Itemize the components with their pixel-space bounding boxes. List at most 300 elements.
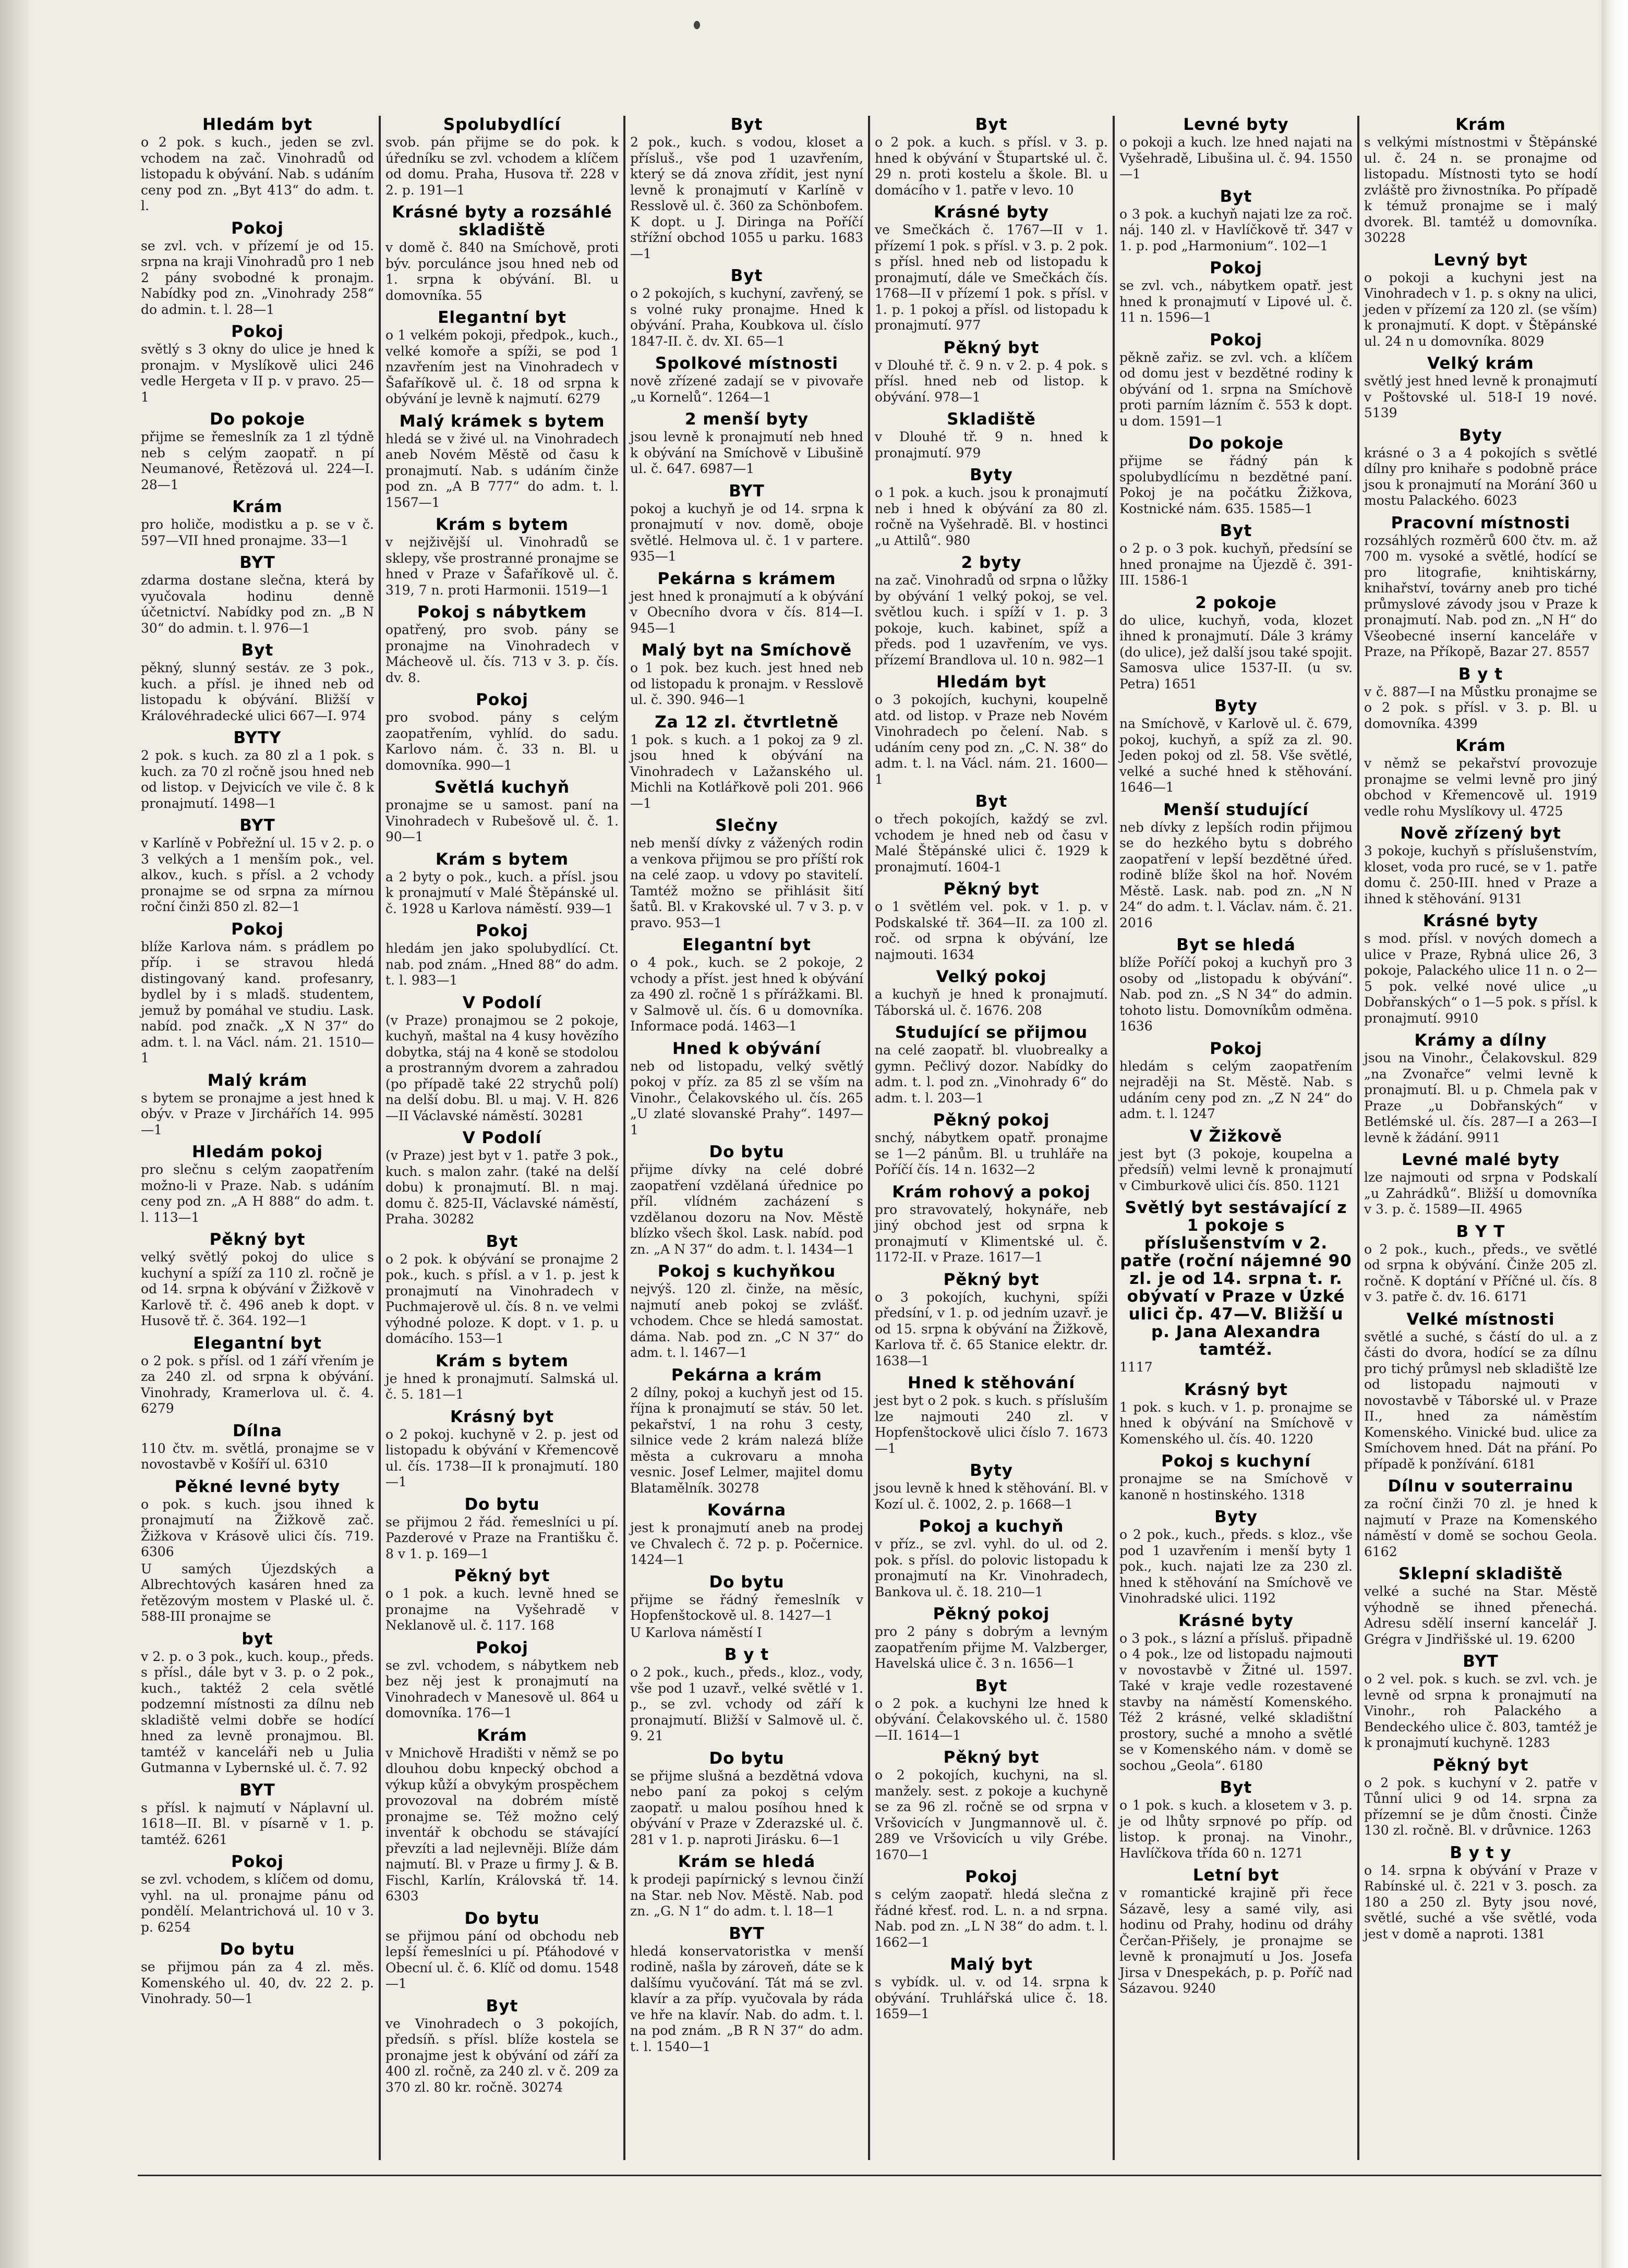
- ad-heading: BYT: [239, 1780, 275, 1800]
- classified-ad: [875, 1677, 1108, 1744]
- ad-heading: Letní byt: [1192, 1866, 1280, 1885]
- classified-ad: [1364, 1844, 1597, 1943]
- ad-text: 2 dílny, pokoj a kuchyň jest od 15. října k pronajmutí se stáv. 50 let. pekařství, 1 na rohu 3 cesty, silnice vede 2 krám nalezá blíže města a cukrovaru a mnoha vesnic. Josef Lelmer, majitel domu Blatamělník. 30278: [630, 1385, 863, 1496]
- classified-ad: [385, 1639, 619, 1721]
- ad-text: pronajme se na Smíchově v kanoně n hostinského. 1318: [1119, 1471, 1353, 1502]
- ad-heading: Do pokoje: [1188, 434, 1284, 453]
- classified-ad: [1364, 1756, 1597, 1839]
- ad-text: o 2 pok., kuch., předs. s kloz., vše pod 1 uzavřením i menší byty 1 pok., kuch. najati lze za 230 zl. hned k stěhování na Smíchově ve Vinohradské ulici. 1192: [1119, 1527, 1353, 1606]
- classified-ad: [875, 466, 1108, 549]
- classified-ad: [1364, 116, 1597, 246]
- ad-heading: Hledám byt: [202, 115, 312, 134]
- ad-text: se zvl. vchodem, s nábytkem neb bez něj jest k pronajmutí na Vinohradech v Manesově ul. 864 u domovníka. 176—1: [385, 1657, 619, 1720]
- ad-heading: Velký pokoj: [936, 967, 1047, 986]
- classified-ad: [630, 1573, 863, 1624]
- ad-heading: Menší studující: [1163, 800, 1309, 819]
- ad-text: v příz., se zvl. vyhl. do ul. od 2. pok. s přísl. do polovic listopadu k pronajmutí na Kr. Vinohradech, Bankova ul. č. 18. 210—1: [875, 1536, 1108, 1599]
- classified-ad: [1364, 737, 1597, 819]
- ad-text: jest k pronajmutí aneb na prodej ve Chvalech č. 72 p. p. Počernice. 1424—1: [630, 1520, 863, 1567]
- ad-text: neb menší dívky z vážených rodin a venkova přijmou se pro příští rok na celé zaop. u vdovy po stavitelí. Tamtéž možno se přihlásit šití šatů. Bl. v Krakovské ul. 7 v 3. p. v pravo. 953—1: [630, 835, 863, 930]
- ad-text: přijme se řemeslník za 1 zl týdně neb s celým zaopatř. n pí Neumanové, Řetězová ul. 224—I. 28—1: [141, 429, 374, 492]
- classified-ad: [141, 554, 374, 636]
- classified-ad: [141, 498, 374, 549]
- ad-heading: Krám: [477, 1726, 527, 1745]
- classified-ad: [141, 729, 374, 811]
- ad-text: blíže Poříčí pokoj a kuchyň pro 3 osoby od „listopadu k obývání“. Nab. pod zn. „S N 34“ do admin. tohoto listu. Domovníkům odměna. 1636: [1119, 955, 1353, 1034]
- classified-ad: [1119, 1381, 1353, 1448]
- ad-text: ve Vinohradech o 3 pokojích, předsíň. s přísl. blíže kostela se pronajme jest k obývání od září za 400 zl. ročně, za 240 zl. v č. 209 za 370 zl. 80 kr. ročně. 30274: [385, 2016, 619, 2095]
- classified-ad: [385, 1496, 619, 1562]
- classified-ad: [1119, 1508, 1353, 1607]
- ad-text: o pok. s kuch. jsou ihned k pronajmutí na Žižkově zač. Žižkova v Krásově ulici čís. 719. 6306: [141, 1496, 374, 1559]
- ad-text: o 2 pok. a kuchyni lze hned k obývání. Čelakovského ul. č. 1580—II. 1614—1: [875, 1695, 1108, 1743]
- classified-ad: [875, 116, 1108, 198]
- ad-text: nejvýš. 120 zl. činže, na měsíc, najmutí aneb pokoj se zvlášť. vchodem. Chce se hledá samostat. dáma. Nab. pod zn. „C N 37“ do adm. t. l. 1467—1: [630, 1281, 863, 1360]
- classified-ad: [1119, 259, 1353, 326]
- ad-text: pronajme se u samost. paní na Vinohradech v Rubešově ul. č. 1. 90—1: [385, 797, 619, 844]
- ad-heading: BYT: [1463, 1652, 1499, 1671]
- ad-heading: Do bytu: [709, 1143, 785, 1161]
- ad-column: [872, 111, 1111, 2170]
- ad-text: neb dívky z lepších rodin přijmou se do hezkého bytu s dobrého zaopatření v lepší bezdětné úřed. rodině blíže škol na hoř. Novém Městě. Lask. nab. pod zn. „N N 24“ do adm. t. l. Václav. nám. č. 21. 2016: [1119, 819, 1353, 930]
- classified-ad: [1119, 522, 1353, 589]
- ad-heading: Kovárna: [707, 1501, 787, 1520]
- ad-heading: 2 byty: [961, 553, 1022, 572]
- ad-heading: Pěkný byt: [943, 338, 1040, 357]
- ad-text: velký světlý pokoj do ulice s kuchyní a spíží za 110 zl. ročně je od 14. srpna k obývání v Žižkově v Karlově tř. č. 496 aneb k dopt. v Husově tř. č. 364. 192—1: [141, 1250, 374, 1328]
- classified-ad: [630, 1263, 863, 1361]
- ad-text: pro 2 pány s dobrým a levným zaopatřením přijme M. Valzberger, Havelská ulice č. 3 n. 1656—1: [875, 1624, 1108, 1671]
- ad-heading: Elegantní byt: [193, 1333, 322, 1353]
- ad-heading: BYT: [239, 816, 275, 835]
- classified-ad: [875, 968, 1108, 1018]
- ad-text: je hned k pronajmutí. Salmská ul. č. 5. 181—1: [385, 1370, 619, 1402]
- classified-ad: [630, 410, 863, 477]
- ad-text: se přijmou 2 řád. řemeslníci u pí. Pazderové v Praze na Františku č. 8 v 1. p. 169—1: [385, 1514, 619, 1561]
- classified-ad: [875, 410, 1108, 461]
- ad-text: opatřený, pro svob. pány se pronajme na Vinohradech v Mácheově ul. čís. 713 v 3. p. čís. dv. 8.: [385, 622, 619, 685]
- ad-heading: Elegantní byt: [682, 936, 811, 954]
- column-rule: [1357, 116, 1359, 2160]
- classified-ad: [875, 1518, 1108, 1600]
- ad-heading: Pěkný byt: [454, 1567, 550, 1585]
- ad-text: pro svobod. pány s celým zaopatřením, vyhlíd. do sadu. Karlovo nám. č. 33 n. Bl. u domovníka. 990—1: [385, 710, 619, 773]
- classified-ad: [875, 1749, 1108, 1863]
- ad-heading: B y t: [1458, 664, 1503, 684]
- ad-heading: Pokoj: [231, 219, 284, 238]
- ad-text: s velkými místnostmi v Štěpánské ul. č. 24 n. se pronajme od listopadu. Místnosti tyto se hodí zvláště pro živnostníka. Po případě k témuž pronajme se i malý dvorek. Bl. tamtéž u domovníka. 30228: [1364, 135, 1597, 245]
- ad-heading: B y t: [724, 1645, 769, 1664]
- classified-ad: [385, 1910, 619, 1992]
- ad-text: v Dlouhé tř. 9 n. hned k pronajmutí. 979: [875, 429, 1108, 460]
- classified-ad: [141, 1630, 374, 1776]
- ad-heading: Krám s bytem: [435, 850, 569, 869]
- classified-ad: [385, 994, 619, 1124]
- ad-text: se zvl. vchodem, s klíčem od domu, vyhl. na ul. pronajme pánu od pondělí. Melantrichová ul. 10 v 3. p. 6254: [141, 1872, 374, 1935]
- ad-text: o 3 pok., s lázní a přísluš. připadně o 4 pok., lze od listopadu najmouti v novostavbě v Žitné ul. 1597. Také v kraje vedle rozestavené stavby na náměstí Komenského. Též 2 krásné, velké skladištní prostory, suché a mnoho a světlé se v Komenského nám. v domě se sochou „Geola“. 6180: [1119, 1630, 1353, 1773]
- ad-heading: Pokoj: [476, 1638, 528, 1657]
- ad-text: 110 čtv. m. světlá, pronajme se v novostavbě v Košíří ul. 6310: [141, 1440, 374, 1472]
- classified-ad: [1119, 936, 1353, 1035]
- ad-text: s celým zaopatř. hledá slečna z řádné křesť. rod. L. n. a nd srpna. Nab. pod zn. „L N 38“ do adm. t. l. 1662—1: [875, 1887, 1108, 1950]
- classified-ad: [630, 641, 863, 708]
- ad-heading: Krám s bytem: [435, 1351, 569, 1370]
- ad-heading: Hledám byt: [936, 673, 1046, 692]
- ad-text: o 1 pok. bez kuch. jest hned neb od listopadu k pronajm. v Resslově ul. č. 390. 946—1: [630, 660, 863, 707]
- column-rule: [1113, 116, 1115, 2160]
- classified-ad: [630, 1853, 863, 1920]
- ad-text: pro slečnu s celým zaopatřením možno-li v Praze. Nab. s udáním ceny pod zn. „A H 888“ do adm. t. l. 113—1: [141, 1162, 374, 1225]
- ad-text: o 2 pok., kuch., předs., kloz., vody, vše pod 1 uzavř., velké světlé v 1. p., se zvl. vchody od září k pronajmutí. Bližší v Salmově ul. č. 9. 21: [630, 1665, 863, 1743]
- ad-text: o 1 pok. s kuch. a klosetem v 3. p. je od lhůty srpnové po příp. od listop. k pronaj. na Vinohr., Havlíčkova třída 60 n. 1271: [1119, 1798, 1353, 1861]
- ad-text: rozsáhlých rozměrů 600 čtv. m. až 700 m. vysoké a světlé, hodící se pro litografie, knihtiskárny, knihařství, továrny aneb pro tiché průmyslové závody jsou v Praze k pronajmutí. Nab. pod zn. „N H“ do Všeobecné inserní kanceláře v Praze, na Příkopě, Bazar 27. 8557: [1364, 532, 1597, 659]
- ad-heading: B y t y: [1450, 1843, 1512, 1862]
- ad-text: v nejživější ul. Vinohradů se sklepy, vše prostranné pronajme se hned v Praze v Šafaříkově ul. č. 319, 7 n. proti Harmonii. 1519—1: [385, 535, 619, 598]
- classified-ad: [141, 116, 374, 214]
- classified-ad: [141, 1781, 374, 1848]
- ad-heading: BYTY: [233, 729, 282, 747]
- ad-heading: Krásný byt: [1184, 1380, 1288, 1399]
- ad-text: se přijme slušná a bezdětná vdova nebo paní za pokoj s celým zaopatř. u malou posíhou hned k obývání v Praze v Zderazské ul. č. 281 v 1. p. naproti Jirásku. 6—1: [630, 1768, 863, 1847]
- classified-ad: [141, 920, 374, 1066]
- classified-ad: [141, 323, 374, 405]
- ad-heading: Dílna: [233, 1421, 282, 1440]
- ad-heading: Pokoj: [231, 1852, 284, 1871]
- classified-ad: [385, 1567, 619, 1634]
- classified-ad: [1119, 1612, 1353, 1774]
- classified-ad: [630, 713, 863, 812]
- classified-ad: [630, 1143, 863, 1257]
- classified-ad: [385, 309, 619, 407]
- classified-ad: [1364, 1311, 1597, 1473]
- ad-text: v Karlíně v Pobřežní ul. 15 v 2. p. o 3 velkých a 1 menším pok., vel. alkov., kuch. s přísl. a 2 vchody pronajme se od srpna za mírnou roční činži 850 zl. 82—1: [141, 835, 374, 914]
- ad-heading: 2 menší byty: [684, 410, 809, 429]
- ad-heading: Pokoj: [1210, 330, 1262, 349]
- ad-heading: Byt: [486, 1232, 518, 1251]
- ad-text: o 2 pok. s kuch., jeden se zvl. vchodem na zač. Vinohradů od listopadu k obývání. Nab. s udáním ceny pod zn. „Byt 413“ do adm. t. l.: [141, 135, 374, 213]
- ad-heading: Pokoj: [1210, 1039, 1262, 1058]
- classified-ad: [875, 1462, 1108, 1512]
- ad-heading: Krám se hledá: [678, 1852, 816, 1871]
- classified-ad: [1364, 1032, 1597, 1146]
- ad-text: nově zřízené zadají se v pivovaře „u Kornelů“. 1264—1: [630, 373, 863, 405]
- ad-text: o 2 pokojích, s kuchyní, zavřený, se s volné ruky pronajme. Hned k obývání. Praha, Koubkova ul. číslo 1847-II. č. dv. XI. 65—1: [630, 286, 863, 349]
- ad-heading: Do bytu: [709, 1749, 785, 1768]
- classified-ad: [1119, 1127, 1353, 1194]
- classified-ad: [875, 554, 1108, 668]
- column-rule: [623, 116, 625, 2160]
- classified-ad: [630, 1625, 863, 1641]
- ad-heading: Byt: [730, 266, 763, 285]
- ad-text: 1 pok. s kuch. v 1. p. pronajme se hned k obývání na Smíchově v Komenského ul. čís. 40. 1220: [1119, 1399, 1353, 1447]
- ad-text: se zvl. vch. v přízemí je od 15. srpna na kraji Vinohradů pro 1 neb 2 pány svobodné k pronajm. Nabídky pod zn. „Vinohrady 258“ do admin. t. l. 28—1: [141, 238, 374, 317]
- ad-text: 2 pok., kuch. s vodou, kloset a přísluš., vše pod 1 uzavřením, který se dá znova zřídit, jest nyní levně k pronajmutí v Karlíně v Resslově ul. č. 360 za Schönbofem. K dopt. u J. Diringa na Poříčí střížní obchod 1055 u parku. 1683—1: [630, 135, 863, 261]
- ad-text: o pokoji a kuch. lze hned najati na Vyšehradě, Libušina ul. č. 94. 1550—1: [1119, 135, 1353, 181]
- ad-heading: Pokoj: [965, 1867, 1018, 1886]
- ad-heading: Slečny: [715, 816, 778, 835]
- classified-columns: [138, 111, 1601, 2170]
- ad-heading: Velký krám: [1427, 354, 1534, 373]
- ad-heading: Pěkný byt: [943, 880, 1040, 899]
- ad-text: o 2 pok., kuch., předs., ve světlé od srpna k obývání. Činže 205 zl. ročně. K doptání v Příčné ul. čís. 8 v 3. patře č. dv. 16. 6171: [1364, 1241, 1597, 1304]
- classified-ad: [1364, 1653, 1597, 1751]
- ad-heading: Byt: [1220, 521, 1252, 540]
- column-rule: [379, 116, 381, 2160]
- ad-heading: Krásný byt: [450, 1407, 554, 1426]
- ad-heading: Byty: [970, 466, 1013, 484]
- ad-text: se přijmou pání od obchodu neb lepší řemeslníci u pí. Pťáhodové v Obecní ul. č. 6. Klíč od domu. 1548—1: [385, 1928, 619, 1991]
- ad-heading: Krám: [232, 498, 283, 516]
- page-edge-left: [0, 0, 31, 2268]
- classified-ad: [875, 1605, 1108, 1672]
- ad-text: v romantické krajině při řece Sázavě, lesy a samé vily, asi hodinu od Prahy, hodinu od dráhy Čerčan-Přišely, je pronajme se levně k pronajmutí u Jos. Josefa Jirsa v Dnespekách, p. p. Poříč nad Sázavou. 9240: [1119, 1885, 1353, 1996]
- classified-ad: [875, 673, 1108, 787]
- ad-heading: Krám: [1455, 115, 1506, 134]
- ad-heading: Pokoj: [1210, 259, 1262, 277]
- ad-heading: Krásné byty a rozsáhlé skladiště: [392, 203, 612, 239]
- ad-text: hledám jen jako spolubydlící. Ct. nab. pod znám. „Hned 88“ do adm. t. l. 983—1: [385, 941, 619, 988]
- ad-heading: Krásné byty: [1178, 1611, 1294, 1630]
- classified-ad: [141, 1335, 374, 1417]
- ad-heading: Byt: [975, 115, 1008, 134]
- ad-heading: Do bytu: [464, 1909, 540, 1928]
- ad-text: hledá konservatoristka v menší rodině, našla by zároveň, dáte se k dalšímu vyučování. Tát má se zvl. klavír a za příp. vyučovala by ráda ve hře na klavír. Nab. do adm. t. l. na pod znám. „B R N 37“ do adm. t. l. 1540—1: [630, 1943, 863, 2054]
- ad-text: v Mnichově Hradišti v němž se po dlouhou dobu knpecký obchod a výkup kůží a obvykým prospěchem provozoval na dobrém místě pronajme se. Též možno celý inventář k obchodu se stávající převzíti a lad nejlevněji. Blíže dám najmutí. Bl. v Praze u firmy J. & B. Fischl, Karlín, Královská tř. 14. 6303: [385, 1745, 619, 1903]
- classified-ad: [1119, 331, 1353, 430]
- classified-ad: [141, 817, 374, 915]
- ad-text: přijme dívky na celé dobré zaopatření vzdělaná úřednice po příl. vlídném zacházení s vzdělanou dozoru na Nov. Městě blízko všech škol. Lask. nabíd. pod zn. „A N 37“ do adm. t. l. 1434—1: [630, 1162, 863, 1257]
- bottom-rule: [138, 2175, 1601, 2176]
- ad-heading: Pěkný byt: [209, 1230, 306, 1249]
- ad-heading: V Podolí: [462, 1129, 542, 1147]
- ad-text: světlé a suché, s částí do ul. a z části do dvora, hodící se za dílnu pro tichý průmysl neb skladiště lze od listopadu najmouti v novostavbě v Táborské ul. v Praze II., hned za náměstím Komenského. Vinické bud. ulice za Smíchovem hned. Dát na přání. Po případě k ponžívání. 6181: [1364, 1329, 1597, 1472]
- ad-heading: Byty: [1459, 426, 1502, 445]
- ad-heading: Hned k stěhování: [908, 1374, 1075, 1392]
- ad-text: světlý s 3 okny do ulice je hned k pronajm. v Myslíkově ulici 246 vedle Hergeta v II p. v pravo. 25—1: [141, 342, 374, 405]
- ad-heading: Pěkný pokoj: [933, 1111, 1050, 1130]
- ad-text: na Smíchově, v Karlově ul. č. 679, pokoj, kuchyň, a spíž za zl. 90. Jeden pokoj od zl. 58. Vše světlé, velké a suché hned k stěhování. 1646—1: [1119, 716, 1353, 795]
- ad-heading: Pokoj: [476, 690, 528, 709]
- ad-text: a 2 byty o pok., kuch. a přísl. jsou k pronajmutí v Malé Štěpánské ul. č. 1928 u Karlova náměstí. 939—1: [385, 869, 619, 916]
- ad-heading: Spolubydlící: [443, 115, 561, 134]
- ad-heading: 2 pokoje: [1195, 593, 1277, 612]
- classified-ad: [141, 641, 374, 724]
- classified-ad: [875, 1956, 1108, 2022]
- classified-ad: [385, 1727, 619, 1905]
- ad-heading: Pokoj s kuchyní: [1161, 1452, 1311, 1471]
- classified-ad: [1364, 665, 1597, 732]
- ad-text: do ulice, kuchyň, voda, klozet ihned k pronajmutí. Dále 3 krámy (do ulice), jež další jsou také spojit. Samosva ulice 1537-II. (u sv. Petra) 1651: [1119, 612, 1353, 692]
- classified-ad: [385, 1129, 619, 1228]
- classified-ad: [630, 355, 863, 405]
- classified-ad: [875, 793, 1108, 875]
- classified-ad: [1364, 912, 1597, 1026]
- classified-ad: [385, 1233, 619, 1347]
- ad-text: s mod. přísl. v nových domech a ulice v Praze, Rybná ulice 26, 3 pokoje, Palackého ulice 11 n. o 2—5 pok. velké nové ulice „u Dobřanských“ o 1—5 pok. s přísl. k pronajmutí. 9910: [1364, 931, 1597, 1026]
- ad-heading: Světlý byt sestávající z 1 pokoje s příslušenstvím v 2. patře (roční nájemné 90 zl. je od 14. srpna t. r. obývatí v Praze v Úzké ulici čp. 47—V. Bližší u p. Jana Alexandra tamtéž.: [1120, 1198, 1352, 1359]
- ad-heading: Pokoj: [476, 921, 528, 940]
- classified-ad: [385, 851, 619, 917]
- classified-ad: [1364, 251, 1597, 350]
- classified-ad: [1364, 1223, 1597, 1305]
- classified-ad: [141, 1422, 374, 1473]
- ad-text: o 2 pok. a kuch. s přísl. v 3. p. hned k obývání v Štupartské ul. č. 29 n. proti kostelu a škole. Bl. u domácího v 1. patře v levo. 10: [875, 135, 1108, 198]
- ad-text: 1117: [1119, 1360, 1153, 1375]
- ad-text: o 4 pok., kuch. se 2 pokoje, 2 vchody a příst. jest hned k obývání za 490 zl. ročně 1 s přírážkami. Bl. v Salmově ul. čís. 6 u domovníka. Informace podá. 1463—1: [630, 955, 863, 1034]
- classified-ad: [1119, 1779, 1353, 1861]
- ad-text: v č. 887—I na Můstku pronajme se o 2 pok. s přísl. v 3. p. Bl. u domovníka. 4399: [1364, 684, 1597, 731]
- classified-ad: [630, 817, 863, 931]
- ad-heading: Pěkný byt: [943, 1748, 1040, 1767]
- ad-heading: BYT: [729, 1924, 765, 1943]
- classified-ad: [630, 116, 863, 262]
- ad-text: pro stravovatelý, hokynáře, neb jiný obchod jest od srpna k pronajmutí v Klimentské ul. č. 1172-II. v Praze. 1617—1: [875, 1202, 1108, 1265]
- ad-text: pěkně zařiz. se zvl. vch. a klíčem od domu jest v bezdětné rodiny k obývání od 1. srpna na Smíchově proti parním lázním č. 553 k dopt. u dom. 1591—1: [1119, 349, 1353, 429]
- page-edge-right: [1601, 0, 1628, 2268]
- classified-ad: [141, 1072, 374, 1138]
- ad-heading: Sklepní skladiště: [1398, 1564, 1563, 1583]
- ad-text: na zač. Vinohradů od srpna o lůžky by obývání 1 velký pokoj, se vel. světlou kuch. i spíží v 1. p. 3 pokoje, kuch. kabinet, spíž a předs. pod 1 uzavřením, ve vys. přízemí Brandlova ul. 10 n. 982—1: [875, 573, 1108, 668]
- ad-text: jest hned k pronajmutí a k obývání v Obecního dvora v čís. 814—I. 945—1: [630, 588, 863, 636]
- ad-text: o 1 pok. a kuch. jsou k pronajmutí neb i hned k obývání za 80 zl. ročně na Vyšehradě. Bl. v hostinci „u Attilů“. 980: [875, 485, 1108, 548]
- classified-ad: [875, 1183, 1108, 1266]
- classified-ad: [630, 267, 863, 349]
- ad-text: 2 pok. s kuch. za 80 zl a 1 pok. s kuch. za 70 zl ročně jsou hned neb od listop. v Dejvicích ve vile č. 8 k pronajmutí. 1498—1: [141, 748, 374, 811]
- ad-heading: Krásné byty: [1423, 912, 1538, 930]
- ad-text: na celé zaopatř. bl. vluobrealky a gymn. Pečlivý dozor. Nabídky do adm. t. l. pod zn. „Vinohrady 6“ do adm. t. l. 203—1: [875, 1042, 1108, 1106]
- ad-text: 1 pok. s kuch. a 1 pokoj za 9 zl. jsou hned k obývání na Vinohradech v Lažanského ul. Michli na Kotlářkově poli 201. 966—1: [630, 732, 863, 811]
- ad-heading: Krám s bytem: [435, 515, 569, 534]
- ad-text: s bytem se pronajme a jest hned k obýv. v Praze v Jirchářích 14. 995—1: [141, 1090, 374, 1137]
- ad-text: o 3 pokojích, kuchyni, spíži předsíní, v 1. p. od jedním uzavř. je od 15. srpna k obývání na Žižkově, Karlova tř. č. 65 Stanice elektr. dr. 1638—1: [875, 1289, 1108, 1368]
- ad-heading: Světlá kuchyň: [434, 778, 570, 797]
- ad-text: U samých Újezdských a Albrechtových kasáren hned za řetězovým mostem v Plaské ul. č. 588-III pronajme se: [141, 1561, 374, 1624]
- classified-ad: [875, 1271, 1108, 1369]
- ad-heading: Byty: [1214, 1508, 1258, 1526]
- classified-ad: [630, 1366, 863, 1497]
- classified-ad: [1364, 1565, 1597, 1647]
- ad-heading: Pěkné levné byty: [174, 1477, 341, 1496]
- classified-ad: [1364, 1477, 1597, 1560]
- classified-ad: [1364, 1151, 1597, 1218]
- classified-ad: [385, 203, 619, 304]
- classified-ad: [630, 936, 863, 1035]
- ad-text: o 2 pok. s kuchyní v 2. patře v Tůnní ulici 9 od 14. srpna za přízemní se je dům čnosti. Činže 130 zl. ročně. Bl. v drůvnice. 1263: [1364, 1775, 1597, 1838]
- ad-heading: Malý byt na Smíchově: [641, 641, 852, 660]
- ad-text: v Dlouhé tř. č. 9 n. v 2. p. 4 pok. s přísl. hned neb od listop. k obývání. 978—1: [875, 357, 1108, 405]
- classified-ad: [1119, 801, 1353, 931]
- classified-ad: [1119, 1866, 1353, 1997]
- ad-heading: Levný byt: [1433, 250, 1528, 270]
- classified-ad: [385, 603, 619, 686]
- ad-text: v němž se pekařství provozuje pronajme se velmi levně pro jiný obchod v Křemencově ul. 1919 vedle rohu Myslíkovy ul. 4725: [1364, 756, 1597, 819]
- ad-heading: Pekárna a krám: [671, 1365, 823, 1385]
- classified-ad: [875, 1024, 1108, 1106]
- ad-text: se zvl. vch., nábytkem opatř. jest hned k pronajmutí v Lipové ul. č. 11 n. 1596—1: [1119, 278, 1353, 325]
- ad-text: hledá se v živé ul. na Vinohradech aneb Novém Městě od času k pronajmutí. Nab. s udáním činže pod zn. „A B 777“ do adm. t. l. 1567—1: [385, 431, 619, 510]
- classified-ad: [1119, 1452, 1353, 1503]
- classified-ad: [385, 691, 619, 773]
- ad-heading: Byt: [1220, 1778, 1252, 1797]
- classified-ad: [1119, 697, 1353, 796]
- ad-heading: Hledám pokoj: [192, 1143, 323, 1161]
- classified-ad: [141, 220, 374, 318]
- ad-text: zdarma dostane slečna, která by vyučovala hodinu denně účetnictví. Nabídky pod zn. „B N 30“ do admin. t. l. 976—1: [141, 573, 374, 636]
- classified-ad: [385, 1997, 619, 2096]
- ad-text: s vybídk. ul. v. od 14. srpna k obývání. Truhlářská ulice č. 18. 1659—1: [875, 1974, 1108, 2021]
- ad-text: o 2 pok. s přísl. od 1 září vřením je za 240 zl. od srpna k obývání. Vinohrady, Kramerlova ul. č. 4. 6279: [141, 1353, 374, 1416]
- classified-ad: [630, 1646, 863, 1744]
- ad-heading: Byt: [975, 1676, 1008, 1695]
- ad-text: přijme se řádný řemeslník v Hopfenštockově ul. 8. 1427—1: [630, 1592, 863, 1623]
- classified-ad: [1364, 824, 1597, 907]
- ad-heading: Byt: [241, 641, 274, 660]
- classified-ad: [630, 1040, 863, 1138]
- ad-text: o pokoji a kuchyni jest na Vinohradech v 1. p. s okny na ulici, jeden v přízemí za 120 zl. (se vším) k pronajmutí. K dopt. v Štěpánské ul. 24 n u domovníka. 8029: [1364, 270, 1597, 349]
- classified-ad: [630, 570, 863, 637]
- classified-ad: [141, 1940, 374, 2007]
- classified-ad: [1119, 1199, 1353, 1376]
- ad-heading: Krám rohový a pokoj: [892, 1182, 1091, 1202]
- ad-text: o třech pokojích, každý se zvl. vchodem je hned neb od času v Malé Štěpánské ulici č. 1929 k pronajmutí. 1604-1: [875, 811, 1108, 875]
- ad-text: o 2 pokojích, kuchyni, na sl. manžely. sest. z pokoje a kuchyně se za 96 zl. ročně se od srpna v Vršovicích v Jungmannově ul. č. 289 ve Vršovicích u vily Grébe. 1670—1: [875, 1767, 1108, 1862]
- ad-heading: Pěkný byt: [943, 1270, 1040, 1289]
- punch-mark: [694, 21, 700, 29]
- ad-text: přijme se řádný pán k spolubydlícímu n bezdětné paní. Pokoj je na počátku Žižkova, Kostnické nám. 635. 1585—1: [1119, 453, 1353, 516]
- classified-ad: [875, 1868, 1108, 1950]
- ad-text: pro holiče, modistku a p. se v č. 597—VII hned pronajme. 33—1: [141, 517, 374, 548]
- classified-ad: [630, 1925, 863, 2055]
- ad-heading: Do pokoje: [209, 410, 306, 429]
- ad-text: pokoj a kuchyň je od 14. srpna k pronajmutí v nov. domě, oboje světlé. Helmova ul. č. 1 v partere. 935—1: [630, 501, 863, 564]
- ad-heading: Hned k obývání: [672, 1039, 821, 1058]
- ad-text: jsou na Vinohr., Čelakovskul. 829 „na Zvonařce“ velmi levně k pronajmutí. Bl. u p. Chmela pak v Praze „u Dobřanských“ v Betlémské ul. čís. 287—I a 263—I levně k žádání. 9911: [1364, 1050, 1597, 1145]
- ad-column: [1116, 111, 1356, 2170]
- ad-heading: Studující se přijmou: [895, 1023, 1088, 1042]
- ad-heading: Byt: [975, 792, 1008, 811]
- classified-ad: [141, 410, 374, 493]
- ad-heading: Pekárna s krámem: [657, 569, 836, 588]
- classified-ad: [141, 1231, 374, 1329]
- ad-heading: B Y T: [1456, 1222, 1505, 1241]
- ad-heading: Byt: [730, 115, 763, 134]
- ad-text: o 2 pok. k obývání se pronajme 2 pok., kuch. s přísl. a v 1. p. jest k pronajmutí na Vinohradech v Puchmajerově ul. čís. 8 n. ve velmi výhodné poloze. K dopt. v 1. p. u domácího. 153—1: [385, 1251, 619, 1346]
- ad-text: krásné o 3 a 4 pokojích s světlé dílny pro knihaře s podobně práce jsou k pronajmutí na Morání 360 u mostu Palackého. 6023: [1364, 445, 1597, 508]
- ad-text: o 2 vel. pok. s kuch. se zvl. vch. je levně od srpna k pronajmutí na Vinohr., roh Palackého a Bendeckého ulice č. 803, tamtéž je k pronajmutí kuchyně. 1283: [1364, 1671, 1597, 1750]
- ad-heading: BYT: [239, 553, 275, 572]
- classified-ad: [385, 1352, 619, 1403]
- ad-heading: Byt se hledá: [1176, 936, 1296, 954]
- ad-heading: Pěkný pokoj: [933, 1605, 1050, 1623]
- ad-column: [382, 111, 622, 2170]
- ad-heading: Spolkové místnosti: [655, 354, 838, 373]
- ad-text: k prodeji papírnický s levnou činží na Star. neb Nov. Městě. Nab. pod zn. „G. N 1“ do adm. t. l. 18—1: [630, 1872, 863, 1919]
- ad-text: hledám s celým zaopatřením nejraději na St. Městě. Nab. s udáním ceny pod zn. „Z N 24“ do adm. t. l. 1247: [1119, 1058, 1353, 1121]
- ad-text: ve Smečkách č. 1767—II v 1. přízemí 1 pok. s přísl. v 3. p. 2 pok. s přísl. hned neb od listopadu k pronajmutí, dále ve Smečkách čís. 1768—II v přízemí 1 pok. s přísl. v 1. p. 1 pokoj a přísl. od listopadu k pronajmutí. 977: [875, 222, 1108, 333]
- classified-ad: [630, 1501, 863, 1568]
- ad-heading: BYT: [729, 481, 765, 501]
- classified-ad: [1119, 188, 1353, 254]
- ad-text: o 2 p. o 3 pok. kuchyň, předsíní se hned pronajme na Újezdě č. 391-III. 1586-1: [1119, 541, 1353, 588]
- ad-heading: Pěkný byt: [1432, 1755, 1529, 1775]
- ad-text: (v Praze) pronajmou se 2 pokoje, kuchyň, maštal na 4 kusy hovězího dobytka, stáj na 4 koně se stodolou a prostranným dvorem a zahradou (po případě také 22 strychů polí) na delší dobu. Bl. u maj. V. H. 826—II Václavské náměstí. 30281: [385, 1012, 619, 1123]
- ad-heading: Velké místnosti: [1406, 1309, 1555, 1329]
- classified-ad: [141, 1561, 374, 1625]
- ad-heading: Za 12 zl. čtvrtletně: [655, 712, 839, 732]
- ad-text: v 2. p. o 3 pok., kuch. koup., předs. s přísl., dále byt v 3. p. o 2 pok., kuch., taktéž 2 cela světlé podzemní místnosti za dílnu neb skladiště velmi dobře se hodící hned za levně pronajmou. Bl. tamtéž v kanceláři neb u Julia Gutmanna v Lybernské ul. č. 7. 92: [141, 1648, 374, 1775]
- ad-heading: Pokoj s kuchyňkou: [657, 1262, 836, 1281]
- ad-heading: Byt: [1220, 187, 1252, 206]
